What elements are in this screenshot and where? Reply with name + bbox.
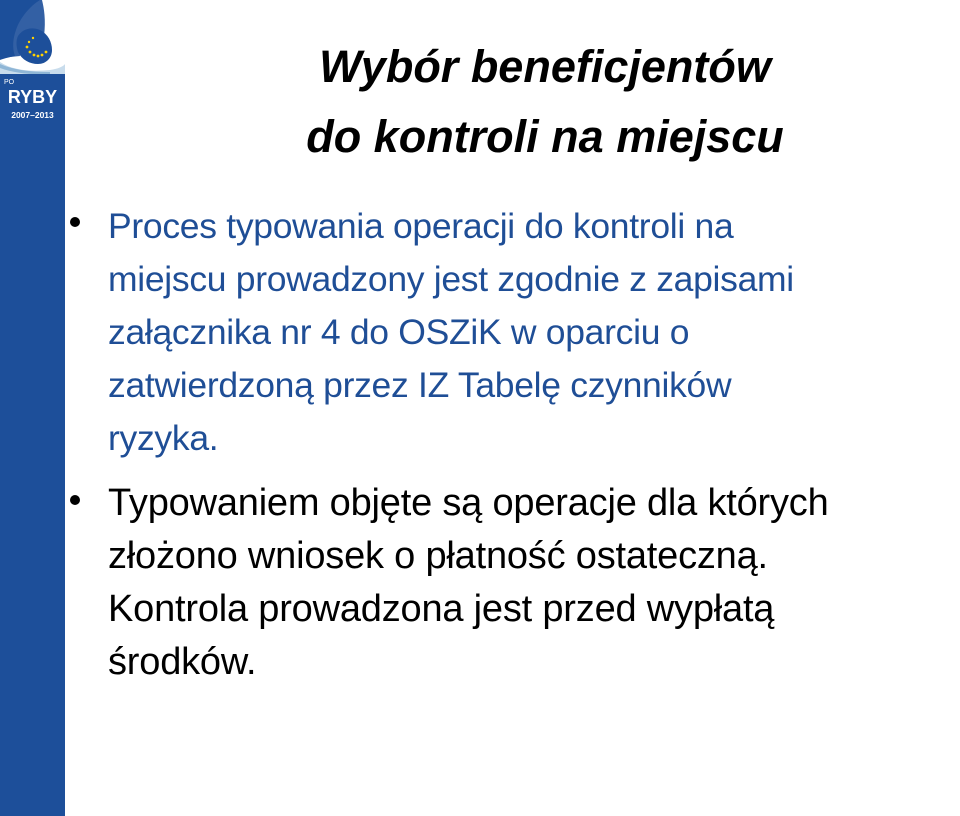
years-label: 2007–2013 <box>11 110 54 120</box>
program-code-label: PO <box>4 79 15 86</box>
bullet-text-line: złożono wniosek o płatność ostateczną. <box>108 535 768 577</box>
bullet-text-line: Proces typowania operacji do kontroli na <box>108 206 734 246</box>
fish-logo-icon <box>0 0 65 125</box>
bullet-item-operations-scope <box>62 477 960 689</box>
bullet-text-line: Typowaniem objęte są operacje dla których <box>108 482 829 524</box>
bullet-text-line: ryzyka. <box>108 418 219 458</box>
bullet-dot-icon <box>70 217 80 227</box>
ryby-logo <box>0 0 65 125</box>
bullet-list <box>62 200 960 689</box>
bullet-dot-icon <box>70 495 80 505</box>
slide-title-line-2: do kontroli na miejscu <box>306 111 784 162</box>
brand-label: RYBY <box>7 87 58 107</box>
bullet-text-line: załącznika nr 4 do OSZiK w oparciu o <box>108 312 690 352</box>
bullet-text-line: zatwierdzoną przez IZ Tabelę czynników <box>108 365 732 405</box>
bullet-text-line: środków. <box>108 641 257 683</box>
slide-title-line-1: Wybór beneficjentów <box>319 41 771 92</box>
bullet-item-typing-process <box>62 200 960 465</box>
bullet-text-line: Kontrola prowadzona jest przed wypłatą <box>108 588 775 630</box>
bullet-text-line: miejscu prowadzony jest zgodnie z zapisami <box>108 259 794 299</box>
